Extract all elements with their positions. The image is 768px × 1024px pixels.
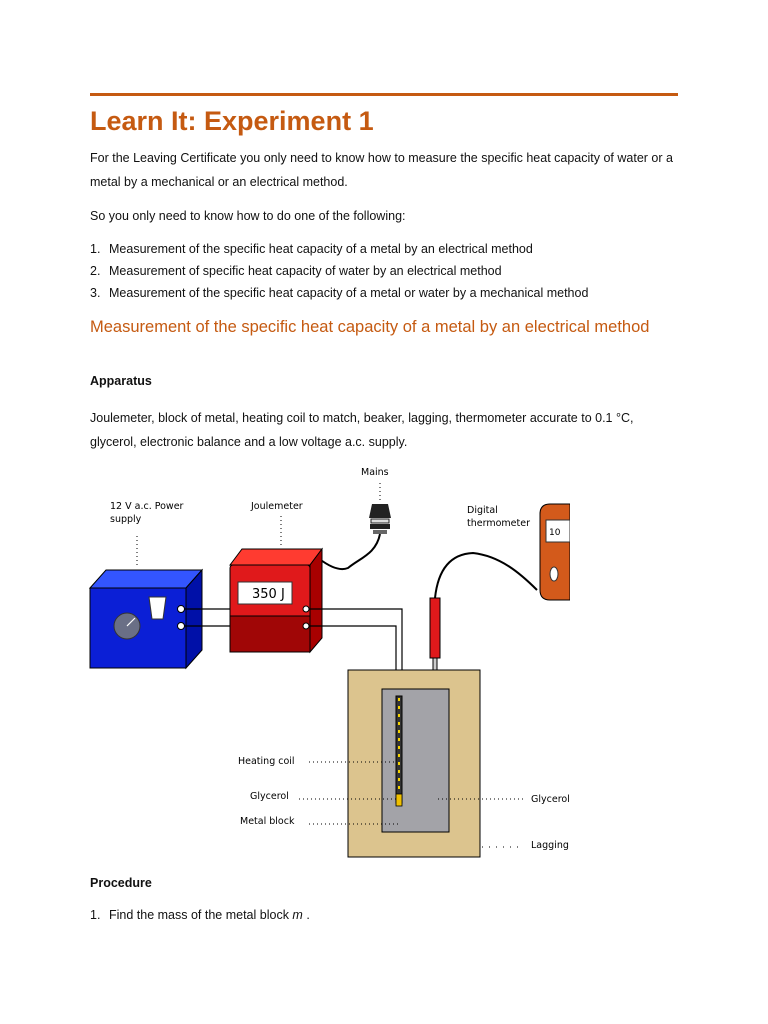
lagging-label: Lagging [531, 840, 569, 851]
experiment-list [90, 238, 588, 304]
intro-line-2: metal by a mechanical or an electrical method. [90, 175, 348, 189]
power-socket [149, 597, 166, 619]
apparatus-diagram [80, 458, 570, 858]
intro-line-1: For the Leaving Certificate you only need to know how to measure the specific heat capacity of water or a [90, 151, 673, 165]
page-title: Learn It: Experiment 1 [90, 106, 374, 136]
list-text: Measurement of the specific heat capacity of a metal or water by a mechanical method [109, 286, 589, 300]
apparatus-line-2: glycerol, electronic balance and a low voltage a.c. supply. [90, 435, 408, 449]
thermometer-cable [435, 553, 537, 598]
mains-cable [318, 534, 380, 569]
apparatus-paragraph [90, 406, 690, 454]
metal-block [382, 689, 449, 832]
procedure-step-number: 1. [90, 908, 101, 922]
list-item [90, 282, 588, 304]
digital-thermometer-label-2: thermometer [467, 518, 530, 529]
mains-plug [369, 504, 391, 534]
glycerol-left-label: Glycerol [250, 791, 289, 802]
metal-block-label: Metal block [240, 816, 295, 827]
procedure-step-variable: m [292, 908, 303, 922]
heating-coil-label: Heating coil [238, 756, 295, 767]
power-supply-label-2: supply [110, 514, 142, 525]
list-text: Measurement of specific heat capacity of water by an electrical method [109, 264, 502, 278]
power-supply-label-1: 12 V a.c. Power [110, 501, 184, 512]
section-heading: Measurement of the specific heat capacity of a metal by an electrical method [90, 318, 650, 336]
list-item [90, 260, 588, 282]
list-number: 3. [90, 286, 101, 300]
intro-lead: So you only need to know how to do one of the following: [90, 209, 406, 223]
joulemeter-label: Joulemeter [251, 501, 303, 512]
thermometer-reading: 10 [549, 528, 561, 538]
list-number: 1. [90, 242, 101, 256]
apparatus-line-1: Joulemeter, block of metal, heating coil to match, beaker, lagging, thermometer accurate to 0.1 °C, [90, 411, 634, 425]
digital-thermometer-label-1: Digital [467, 505, 498, 516]
glycerol-right-label: Glycerol [531, 794, 570, 805]
power-supply [90, 570, 202, 668]
title-rule [90, 93, 678, 96]
joulemeter-reading: 350 J [252, 587, 285, 602]
list-number: 2. [90, 264, 101, 278]
list-item [90, 238, 588, 260]
power-terminal [178, 623, 185, 630]
procedure-step-text: Find the mass of the metal block [109, 908, 293, 922]
procedure-step [90, 904, 690, 926]
list-text: Measurement of the specific heat capacity of a metal by an electrical method [109, 242, 533, 256]
power-terminal [178, 606, 185, 613]
digital-thermometer [540, 504, 570, 600]
procedure-heading: Procedure [90, 876, 152, 890]
intro-paragraph [90, 146, 690, 194]
procedure-step-end: . [302, 908, 310, 922]
apparatus-heading: Apparatus [90, 374, 152, 388]
heating-coil [396, 696, 402, 806]
joulemeter [230, 549, 322, 652]
mains-label: Mains [361, 467, 389, 478]
